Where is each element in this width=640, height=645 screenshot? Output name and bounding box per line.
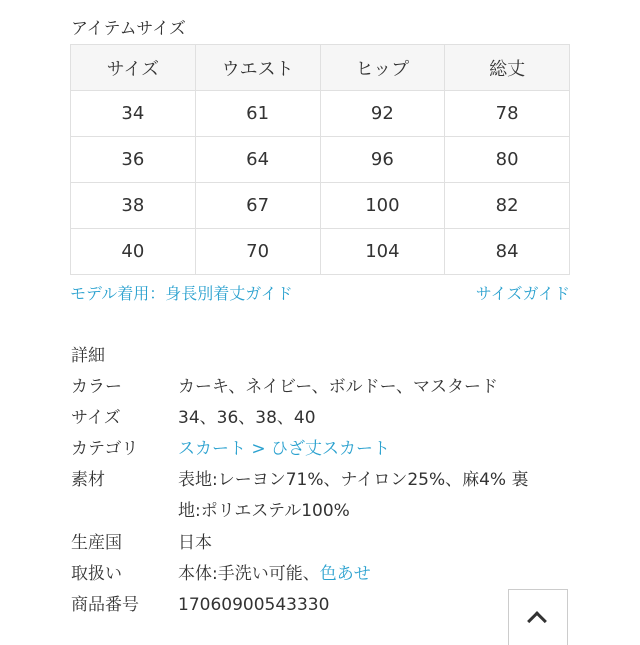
table-cell: 38 [71,183,196,229]
category-link[interactable]: スカート > ひざ丈スカート [178,439,391,459]
model-length-guide-link[interactable]: モデル着用：身長別着丈ガイド [70,284,293,303]
table-row [71,183,570,229]
details-title: 詳細 [71,346,105,366]
detail-value: 日本 [178,533,212,553]
table-cell: 92 [320,91,445,137]
table-row [71,137,570,183]
table-cell: 96 [320,137,445,183]
detail-label: 素材 [71,470,105,490]
table-row [71,229,570,275]
table-row [71,91,570,137]
detail-value: 地:ポリエステル100% [178,501,350,521]
detail-value [178,559,568,590]
detail-label: 生産国 [71,533,122,553]
detail-value: 17060900543330 [178,595,330,615]
table-cell: 36 [71,137,196,183]
column-header-size: サイズ [71,45,196,91]
table-cell: 80 [445,137,570,183]
detail-value: カーキ、ネイビー、ボルドー、マスタード [178,377,498,397]
detail-label: カテゴリ [71,439,139,459]
detail-label: カラー [71,377,122,397]
chevron-up-icon [527,611,547,631]
column-header-length: 総丈 [445,45,570,91]
item-size-title: アイテムサイズ [71,19,186,39]
table-cell: 104 [320,229,445,275]
table-cell: 64 [195,137,320,183]
detail-label: サイズ [71,408,121,428]
table-cell: 61 [195,91,320,137]
table-cell: 78 [445,91,570,137]
detail-label: 商品番号 [71,595,139,615]
size-guide-link[interactable]: サイズガイド [475,284,570,303]
guide-links [70,282,570,306]
care-text: 本体:手洗い可能、 [178,564,320,584]
column-header-waist: ウエスト [195,45,320,91]
table-cell: 40 [71,229,196,275]
table-cell: 84 [445,229,570,275]
detail-value: 表地:レーヨン71%、ナイロン25%、麻4% 裏 [178,470,529,490]
table-cell: 67 [195,183,320,229]
table-cell: 34 [71,91,196,137]
detail-value: 34、36、38、40 [178,408,316,428]
column-header-hip: ヒップ [320,45,445,91]
fading-link[interactable]: 色あせ [319,564,371,584]
table-cell: 100 [320,183,445,229]
scroll-to-top-button[interactable] [508,589,568,645]
table-cell: 70 [195,229,320,275]
table-header-row [71,45,570,91]
detail-label: 取扱い [71,564,122,584]
table-cell: 82 [445,183,570,229]
size-table [70,44,570,275]
